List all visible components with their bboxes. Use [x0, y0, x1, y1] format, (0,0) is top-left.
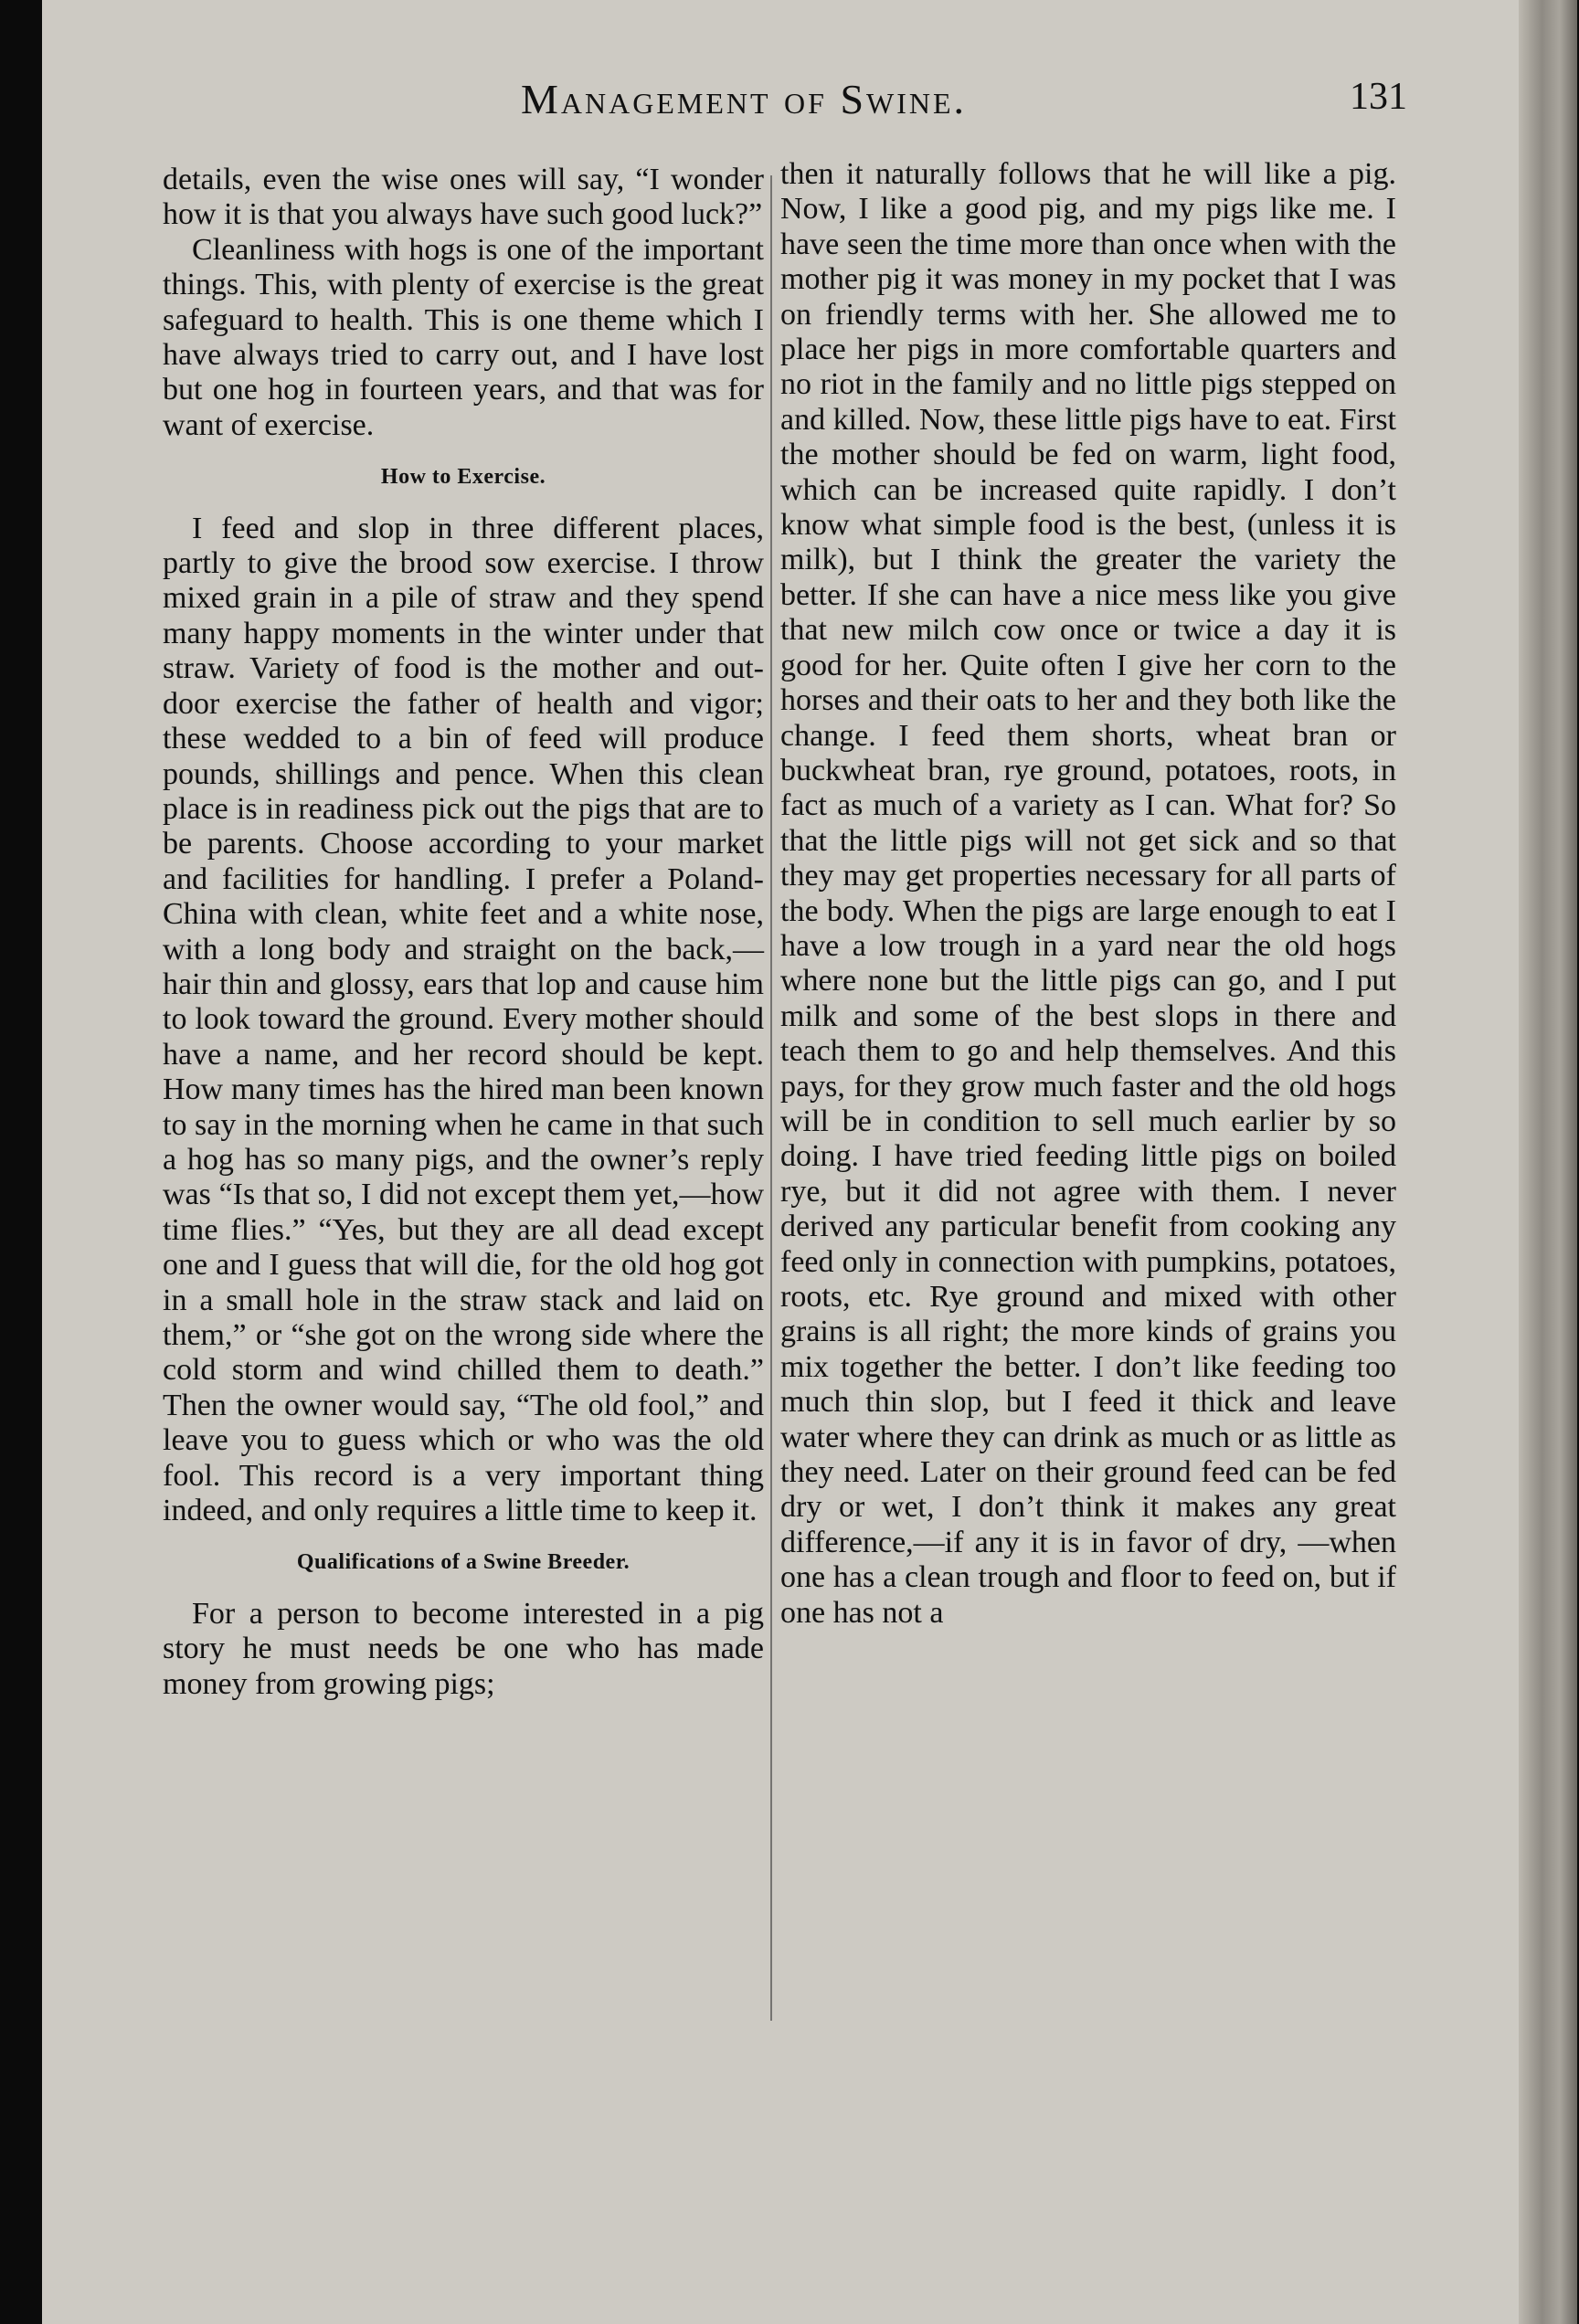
book-spine	[1519, 0, 1577, 2324]
paragraph: I feed and slop in three different places, partly to give the brood sow exercise. I throw mixed grain in a pile of straw and they spend many happy moments in the winter under that straw. Variety of food is the mother and out-door exercise the father of health and vigor; these wedded to a bin of feed will produce pounds, shillings and pence. When this clean place is in readiness pick out the pigs that are to be parents. Choose according to your market and facilities for handling. I prefer a Poland-China with clean, white feet and a white nose, with a long body and straight on the back,—hair thin and glossy, ears that lop and cause him to look toward the ground. Every mother should have a name, and her record should be kept. How many times has the hired man been known to say in the morning when he came in that such a hog has so many pigs, and the owner’s reply was “Is that so, I did not except them yet,—how time flies.” “Yes, but they are all dead except one and I guess that will die, for the old hog got in a small hole in the straw stack and laid on them,” or “she got on the wrong side where the cold storm and wind chilled them to death.” Then the owner would say, “The old fool,” and leave you to guess which or who was the old fool. This record is a very important thing indeed, and only requires a little time to keep it.	[163, 511, 764, 1528]
paragraph: For a person to become interested in a pig story he must needs be one who has made money from growing pigs;	[163, 1596, 764, 1701]
column-divider	[770, 175, 772, 2021]
section-heading: Qualifications of a Swine Breeder.	[296, 1550, 631, 1575]
paragraph: details, even the wise ones will say, “I wonder how it is that you always have such good luck?”	[163, 163, 764, 232]
running-head: Management of Swine.	[521, 76, 968, 122]
right-column	[780, 157, 1396, 1631]
paragraph: Cleanliness with hogs is one of the important things. This, with plenty of exercise is the great safeguard to health. This is one theme which I have always tried to carry out, and I have lost but one hog in fourteen years, and that was for want of exercise.	[163, 232, 764, 442]
left-column	[163, 163, 764, 1702]
section-heading: How to Exercise.	[380, 465, 546, 490]
page-number: 131	[1350, 76, 1407, 118]
page-header	[155, 66, 1407, 139]
paragraph: then it naturally follows that he will like a pig. Now, I like a good pig, and my pigs like me. I have seen the time more than once when with the mother pig it was money in my pocket that I was on friendly terms with her. She allowed me to place her pigs in more comfortable quarters and no riot in the family and no little pigs stepped on and killed. Now, these little pigs have to eat. First the mother should be fed on warm, light food, which can be increased quite rapidly. I don’t know what simple food is the best, (unless it is milk), but I think the greater the variety the better. If she can have a nice mess like you give that new milch cow once or twice a day it is good for her. Quite often I give her corn to the horses and their oats to her and they both like the change. I feed them shorts, wheat bran or buckwheat bran, rye ground, potatoes, roots, in fact as much of a variety as I can. What for? So that the little pigs will not get sick and so that they may get properties necessary for all parts of the body. When the pigs are large enough to eat I have a low trough in a yard near the old hogs where none but the little pigs can go, and I put milk and some of the best slops in there and teach them to go and help themselves. And this pays, for they grow much faster and the old hogs will be in condition to sell much earlier by so doing. I have tried feeding little pigs on boiled rye, but it did not agree with them. I never derived any particular benefit from cooking any feed only in connection with pumpkins, potatoes, roots, etc. Rye ground and mixed with other grains is all right; the more kinds of grains you mix together the better. I don’t like feeding too much thin slop, but I feed it thick and leave water where they can drink as much or as little as they need. Later on their ground feed can be fed dry or wet, I don’t think it makes any great difference,—if any it is in favor of dry, —when one has a clean trough and floor to feed on, but if one has not a	[780, 157, 1396, 1630]
